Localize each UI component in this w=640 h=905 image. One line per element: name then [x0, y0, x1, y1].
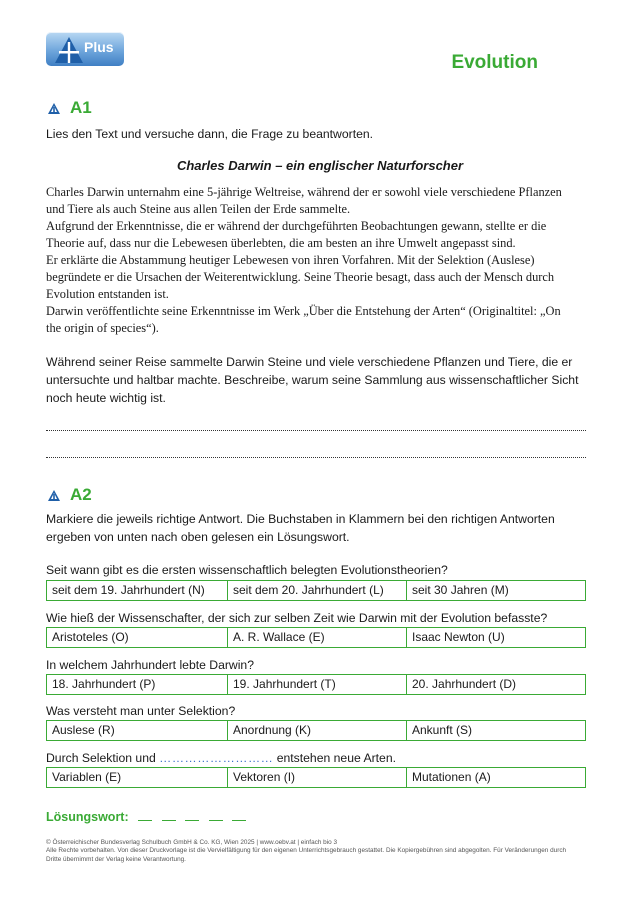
- solution-blank[interactable]: [162, 810, 176, 821]
- section-number: A2: [70, 485, 92, 504]
- section-a1-heading: [48, 98, 92, 118]
- question-text: Seit wann gibt es die ersten wissenschaftlich belegten Evolutionstheorien?: [46, 563, 448, 577]
- footer-copyright: © Österreichischer Bundesverlag Schulbuch GmbH & Co. KG, Wien 2025 | www.oebv.at | einfach bio 3: [46, 839, 338, 846]
- answer-row: [46, 720, 586, 741]
- paragraph-line: Darwin veröffentlichte seine Erkenntnisse im Werk „Über die Entstehung der Arten“ (Originaltitel: „On: [46, 304, 561, 318]
- answer-option[interactable]: Isaac Newton (U): [412, 630, 505, 644]
- question-text: Was versteht man unter Selektion?: [46, 704, 236, 718]
- triangle-logo-icon: [54, 36, 84, 64]
- solution-word: [46, 810, 246, 824]
- answer-line[interactable]: [46, 455, 586, 458]
- answer-option[interactable]: Auslese (R): [47, 721, 228, 740]
- instruction-line: Markiere die jeweils richtige Antwort. Die Buchstaben in Klammern bei den richtigen Antworten: [46, 512, 555, 526]
- answer-option[interactable]: 18. Jahrhundert (P): [47, 675, 228, 694]
- fill-in-blank: ………………………: [159, 751, 274, 765]
- solution-label: Lösungswort:: [46, 810, 129, 824]
- question-text-after: entstehen neue Arten.: [276, 751, 396, 765]
- a1-question: [46, 353, 606, 407]
- question-text: In welchem Jahrhundert lebte Darwin?: [46, 658, 254, 672]
- footer-rights: Alle Rechte vorbehalten. Von dieser Druckvorlage ist die Vervielfältigung für den eigenen Unterrichtsgebrauch gestattet. Die Kopiergebühren sind abgegolten. Für Veränderungen durch: [46, 847, 567, 855]
- answer-row: [46, 580, 586, 601]
- paragraph-line: Aufgrund der Erkenntnisse, die er während der durchgeführten Beobachtungen gewann, stellte er die: [46, 219, 547, 233]
- answer-row: [46, 767, 586, 788]
- question-line: untersuchte und haltbar machte. Beschreibe, warum seine Sammlung aus wissenschaftlicher Sicht: [46, 373, 579, 387]
- question-line: Während seiner Reise sammelte Darwin Steine und viele verschiedene Pflanzen und Tiere, die er: [46, 355, 573, 369]
- solution-blank[interactable]: [185, 810, 199, 821]
- level-triangle-icon: [48, 103, 60, 114]
- answer-option[interactable]: 19. Jahrhundert (T): [228, 675, 407, 694]
- solution-blank[interactable]: [209, 810, 223, 821]
- answer-option[interactable]: seit dem 20. Jahrhundert (L): [228, 581, 407, 600]
- solution-blank[interactable]: [232, 810, 246, 821]
- a1-instruction: Lies den Text und versuche dann, die Frage zu beantworten.: [46, 127, 374, 141]
- answer-option[interactable]: Variablen (E): [47, 768, 228, 787]
- footer: [46, 839, 586, 864]
- text-title: Charles Darwin – ein englischer Naturforscher: [176, 158, 464, 173]
- section-a2-heading: [48, 485, 92, 505]
- answer-option[interactable]: seit 30 Jahren (M): [412, 583, 509, 597]
- paragraph-line: begründete er die Ursachen der Weiterentwicklung. Seine Theorie besagt, dass auch der Mensch durch: [46, 270, 555, 284]
- footer-disclaimer: Dritte übernimmt der Verlag keine Verantwortung.: [46, 855, 186, 863]
- answer-option[interactable]: seit dem 19. Jahrhundert (N): [47, 581, 228, 600]
- answer-option[interactable]: A. R. Wallace (E): [228, 628, 407, 647]
- answer-option[interactable]: Ankunft (S): [412, 723, 473, 737]
- answer-option[interactable]: Vektoren (I): [228, 768, 407, 787]
- answer-line[interactable]: [46, 428, 586, 431]
- question-text: Wie hieß der Wissenschafter, der sich zur selben Zeit wie Darwin mit der Evolution befasste?: [46, 611, 548, 625]
- paragraph-line: Evolution entstanden ist.: [46, 287, 169, 301]
- logo-text: Plus: [84, 39, 114, 55]
- solution-blank[interactable]: [138, 810, 152, 821]
- question-text: [46, 749, 396, 767]
- question-text-before: Durch Selektion und: [46, 751, 156, 765]
- a2-instruction: [46, 510, 606, 546]
- paragraph-line: Er erklärte die Abstammung heutiger Lebewesen von ihren Vorfahren. Mit der Selektion (Auslese): [46, 253, 535, 267]
- answer-option[interactable]: Anordnung (K): [228, 721, 407, 740]
- instruction-line: ergeben von unten nach oben gelesen ein Lösungswort.: [46, 530, 350, 544]
- a1-text-paragraph: [46, 184, 606, 337]
- paragraph-line: Theorie auf, dass nur die Lebewesen überlebten, die am besten an ihre Umwelt angepasst sind.: [46, 236, 516, 250]
- paragraph-line: Charles Darwin unternahm eine 5-jährige Weltreise, während der er sowohl viele verschiedene Pflanzen: [46, 185, 562, 199]
- page-title: Evolution: [451, 52, 538, 73]
- answer-option[interactable]: 20. Jahrhundert (D): [412, 677, 517, 691]
- answer-row: [46, 627, 586, 648]
- answer-option[interactable]: Mutationen (A): [412, 770, 491, 784]
- question-line: noch heute wichtig ist.: [46, 391, 166, 405]
- answer-option[interactable]: Aristoteles (O): [47, 628, 228, 647]
- answer-row: [46, 674, 586, 695]
- level-triangle-icon: [48, 490, 60, 501]
- paragraph-line: the origin of species“).: [46, 321, 159, 335]
- paragraph-line: und Tiere als auch Steine aus allen Teilen der Erde sammelte.: [46, 202, 351, 216]
- publisher-logo: [46, 32, 124, 66]
- section-number: A1: [70, 98, 92, 117]
